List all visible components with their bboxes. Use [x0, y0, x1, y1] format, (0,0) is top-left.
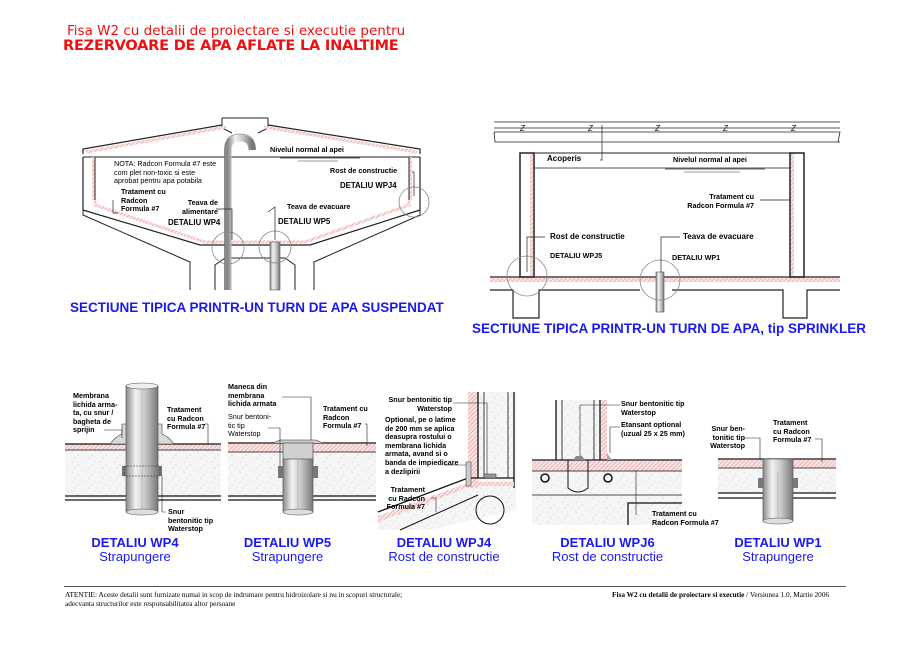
detail-wp1-title: DETALIU WP1	[734, 535, 822, 550]
detail-wp4-subtitle: Strapungere	[99, 549, 171, 564]
detail-wpj4-title: DETALIU WPJ4	[396, 535, 492, 550]
page-subtitle: Fisa W2 cu detalii de proiectare si executie pentru	[67, 23, 406, 39]
label-line: a dezlipirii	[385, 466, 421, 476]
water-level-label: Nivelul normal al apei	[270, 145, 344, 154]
detail-wp5-subtitle: Strapungere	[251, 549, 324, 564]
svg-text:Z: Z	[655, 124, 660, 133]
drain-pipe-label: Teava de evacuare	[287, 202, 351, 211]
wp1-waterstop-label	[705, 425, 745, 451]
label-line: Tratament	[773, 418, 808, 427]
label-line: cu Radcon	[167, 413, 204, 423]
label-line: Teava de	[187, 198, 218, 207]
detail-wpj6-subtitle: Rost de constructie	[551, 549, 664, 564]
detail-wp1-subtitle: Strapungere	[742, 549, 814, 564]
suspended-tower-caption: SECTIUNE TIPICA PRINTR-UN TURN DE APA SUSPENDAT	[70, 300, 444, 315]
label-line: Radcon Formula #7	[687, 200, 754, 210]
disclaimer-line: ATENTIE: Aceste detalii sunt furnizate numai in scop de indrumare pentru hidroizolare si nu in scopuri structurale;	[65, 590, 403, 599]
label-line: Waterstop	[710, 441, 745, 451]
label-line: de 200 mm se aplica	[385, 423, 455, 433]
label-line: cu Radcon	[773, 426, 810, 436]
label-line: Membrana	[73, 391, 109, 400]
footer-disclaimer	[65, 590, 402, 608]
wp5-sleeve-label	[228, 383, 276, 409]
wp1-treatment-label	[773, 419, 811, 445]
label-line: Tratament cu	[652, 509, 697, 518]
disclaimer-line: adecvanta structurilor este responsabilitatea altor persoane	[65, 599, 236, 608]
label-line: deasupra rostului o	[385, 432, 452, 442]
label-line: bagheta de	[73, 416, 111, 426]
note-line: aprobat pentru apa potabila	[114, 176, 202, 186]
wp5-waterstop-label	[228, 413, 271, 439]
label-line: Formula #7	[323, 421, 362, 431]
label-line: Tratament cu	[709, 192, 754, 201]
detail-wp1-marker: DETALIU WP1	[672, 253, 721, 262]
label-line: Waterstop	[621, 407, 656, 417]
construction-joint-label: Rost de constructie	[330, 166, 398, 175]
label-line: Etansant optional	[621, 420, 682, 429]
label-line: Formula #7	[773, 435, 812, 445]
label-line: Snur bentonitic tip	[621, 399, 685, 408]
wp4-membrane-label	[73, 392, 117, 435]
label-line: Radcon	[121, 195, 148, 205]
label-line: membrana	[228, 390, 265, 400]
wp4-waterstop-label	[168, 508, 213, 534]
detail-wpj6-drawing	[532, 399, 685, 525]
label-line: Tratament cu	[121, 187, 166, 196]
detail-wpj4-marker: DETALIU WPJ4	[340, 181, 397, 190]
label-line: Maneca din	[228, 382, 268, 391]
label-line: tonitic tip	[712, 432, 745, 442]
detail-wpj4-subtitle: Rost de constructie	[388, 549, 500, 564]
wpj6-sealant-label	[621, 421, 685, 438]
label-line: cu Radcon	[388, 493, 425, 503]
wpj6-waterstop-label	[621, 400, 684, 417]
roof-label: Acoperis	[547, 154, 582, 163]
note-line: NOTA: Radcon Formula #7 este	[114, 159, 217, 168]
sprinkler-tower-caption: SECTIUNE TIPICA PRINTR-UN TURN DE APA, tip SPRINKLER	[472, 321, 867, 336]
detail-wp5-title: DETALIU WP5	[243, 535, 332, 550]
footer-doc-name: Fisa W2 cu detalii de proiectare si executie	[612, 590, 745, 599]
page-title: REZERVOARE DE APA AFLATE LA INALTIME	[63, 38, 399, 54]
label-line: membrana lichida	[385, 440, 447, 450]
label-line: Formula #7	[167, 422, 206, 432]
label-line: Radcon Formula #7	[652, 517, 719, 527]
svg-text:Z: Z	[588, 124, 593, 133]
label-line: banda de impiedicare	[385, 457, 459, 467]
label-line: lichida armata	[228, 399, 277, 409]
label-line: Tratament	[167, 405, 202, 414]
wpj6-treatment-label	[652, 510, 719, 527]
label-line: Tratament	[390, 485, 425, 494]
label-line: sprijin	[73, 425, 95, 435]
wp5-treatment-label	[323, 405, 368, 431]
label-line: Optional, pe o latime	[385, 415, 456, 424]
detail-wp5-marker: DETALIU WP5	[278, 217, 331, 226]
svg-text:Z: Z	[723, 124, 728, 133]
footer-version: / Versiunea 1.0, Martie 2006	[744, 590, 830, 599]
detail-wp4-marker: DETALIU WP4	[168, 218, 221, 227]
svg-text:Z: Z	[791, 124, 796, 133]
label-line: Waterstop	[228, 429, 261, 439]
wp4-treatment-label	[167, 406, 205, 432]
water-level-label: Nivelul normal al apei	[673, 155, 747, 164]
label-line: Formula #7	[121, 204, 160, 214]
label-line: bentonitic tip	[168, 515, 214, 525]
label-line: Waterstop	[417, 403, 452, 413]
detail-wp4-title: DETALIU WP4	[91, 535, 179, 550]
label-line: Snur bentoni-	[228, 412, 272, 421]
label-line: Tratament cu	[323, 404, 368, 413]
wpj4-optional-label	[385, 416, 459, 476]
label-line: tic tip	[228, 420, 245, 430]
detail-wpj5-marker: DETALIU WPJ5	[550, 251, 603, 260]
footer-divider	[64, 586, 846, 587]
drain-pipe-label: Teava de evacuare	[683, 232, 754, 241]
svg-text:Z: Z	[520, 124, 525, 133]
label-line: lichida arma-	[73, 399, 118, 409]
label-line: Radcon	[323, 412, 350, 422]
label-line: Snur ben-	[711, 424, 745, 433]
detail-wpj6-title: DETALIU WPJ6	[560, 535, 655, 550]
note-line: com plet non-toxic si este	[114, 167, 196, 177]
label-line: armata, avand si o	[385, 449, 448, 459]
wpj4-waterstop-label	[386, 396, 452, 413]
label-line: Waterstop	[168, 524, 203, 534]
footer-doc-info	[612, 590, 829, 599]
label-line: Formula #7	[386, 502, 425, 512]
label-line: ta, cu snur /	[73, 408, 114, 418]
label-line: Snur	[168, 507, 185, 516]
construction-joint-label: Rost de constructie	[550, 232, 625, 241]
label-line: (uzual 25 x 25 mm)	[621, 428, 685, 438]
wpj4-treatment-label	[385, 486, 425, 512]
label-line: Snur bentonitic tip	[388, 395, 452, 404]
label-line: alimentare	[182, 206, 218, 216]
